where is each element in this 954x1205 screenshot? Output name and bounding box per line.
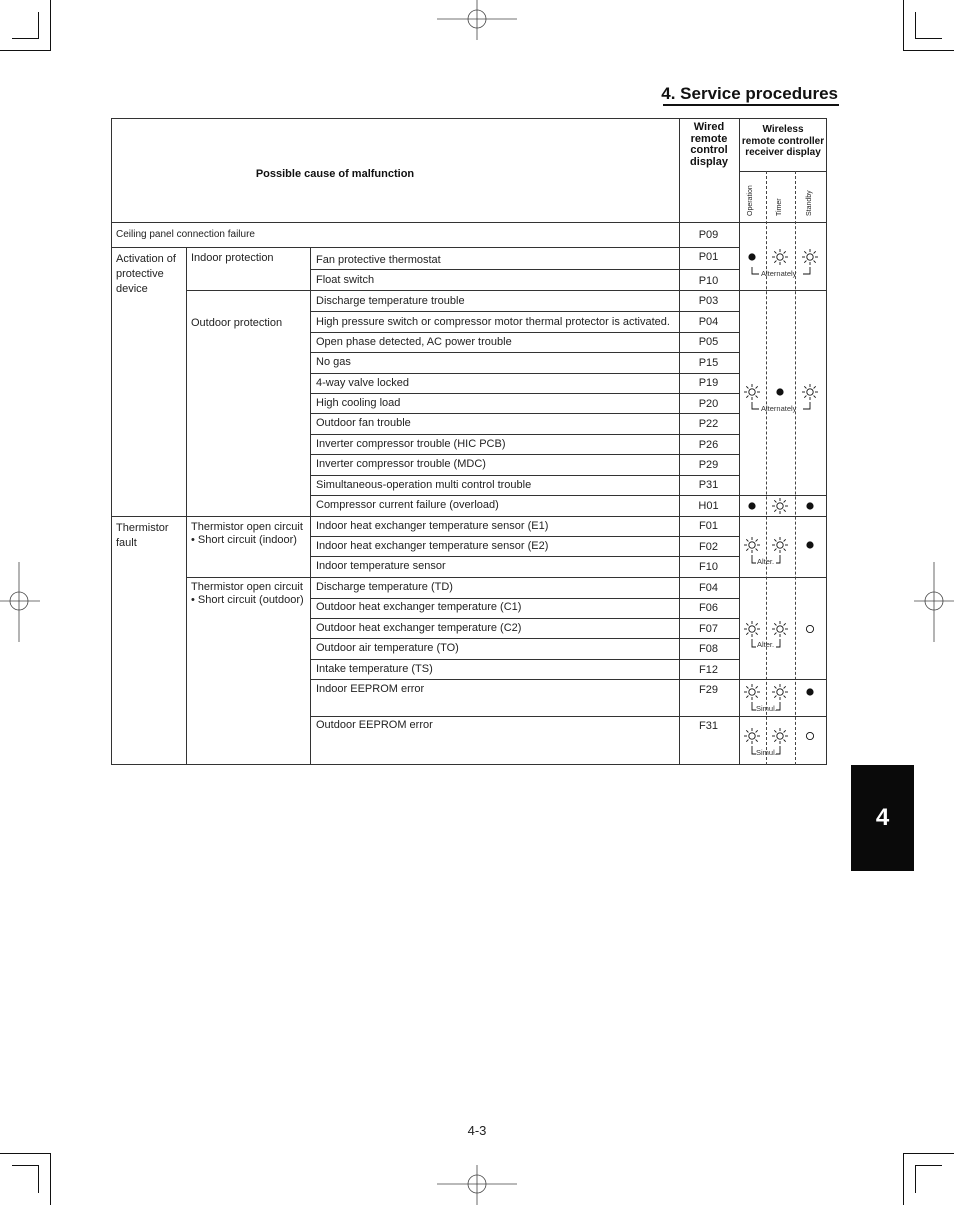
lamp-on-icon <box>776 388 783 395</box>
lamp-pattern-p03-p31 <box>739 290 827 495</box>
note-simul: Simul. <box>756 704 777 713</box>
indoor-protection-label: Indoor protection <box>191 252 274 264</box>
lamp-pattern-f29 <box>739 679 827 716</box>
note-alter: Alter. <box>757 557 775 566</box>
activation-label: Activation of protective device <box>116 253 176 295</box>
page-title: 4. Service procedures <box>661 84 838 103</box>
lamp-on-icon <box>806 541 813 548</box>
note-alter: Alter. <box>757 640 775 649</box>
lamp-pattern-f01-f10 <box>739 516 827 577</box>
lamp-off-icon <box>806 625 813 632</box>
header-wireless: Wireless remote controller receiver display <box>741 124 825 158</box>
lamp-label-timer: Timer <box>776 198 783 216</box>
lamp-on-icon <box>806 688 813 695</box>
lamp-label-standby: Standby <box>806 190 813 216</box>
title-underline <box>663 104 839 106</box>
lamp-blink-icon <box>744 537 760 553</box>
note-simul: Simul. <box>756 748 777 757</box>
ceiling-panel-label: Ceiling panel connection failure <box>116 229 255 240</box>
lamp-blink-icon <box>772 249 788 265</box>
note-alternately: Alternately <box>761 269 797 278</box>
lamp-blink-icon <box>772 537 788 553</box>
thermistor-outdoor-label: Thermistor open circuit • Short circuit (outdoor) <box>191 581 304 606</box>
lamp-blink-icon <box>744 621 760 637</box>
note-alternately: Alternately <box>761 404 797 413</box>
page-number: 4-3 <box>467 1123 487 1138</box>
lamp-blink-icon <box>744 684 760 700</box>
chapter-tab: 4 <box>851 765 914 871</box>
lamp-on-icon <box>748 502 755 509</box>
lamp-blink-icon <box>744 384 760 400</box>
header-wired: Wired remote control display <box>690 121 728 168</box>
lamp-pattern-f04-f12 <box>739 577 827 679</box>
lamp-off-icon <box>806 732 813 739</box>
lamp-blink-icon <box>772 728 788 744</box>
header-cause: Possible cause of malfunction <box>255 168 415 180</box>
lamp-blink-icon <box>772 621 788 637</box>
lamp-on-icon <box>806 502 813 509</box>
lamp-blink-icon <box>744 728 760 744</box>
lamp-pattern-h01 <box>739 495 827 516</box>
lamp-blink-icon <box>772 684 788 700</box>
outdoor-protection-label: Outdoor protection <box>191 317 283 329</box>
thermistor-fault-label: Thermistor fault <box>116 522 169 549</box>
lamp-blink-icon <box>802 384 818 400</box>
thermistor-indoor-label: Thermistor open circuit • Short circuit (indoor) <box>191 521 303 546</box>
lamp-pattern-f31 <box>739 716 827 764</box>
lamp-blink-icon <box>802 249 818 265</box>
lamp-on-icon <box>748 253 755 260</box>
lamp-blink-icon <box>772 498 788 514</box>
lamp-label-operation: Operation <box>747 185 754 216</box>
